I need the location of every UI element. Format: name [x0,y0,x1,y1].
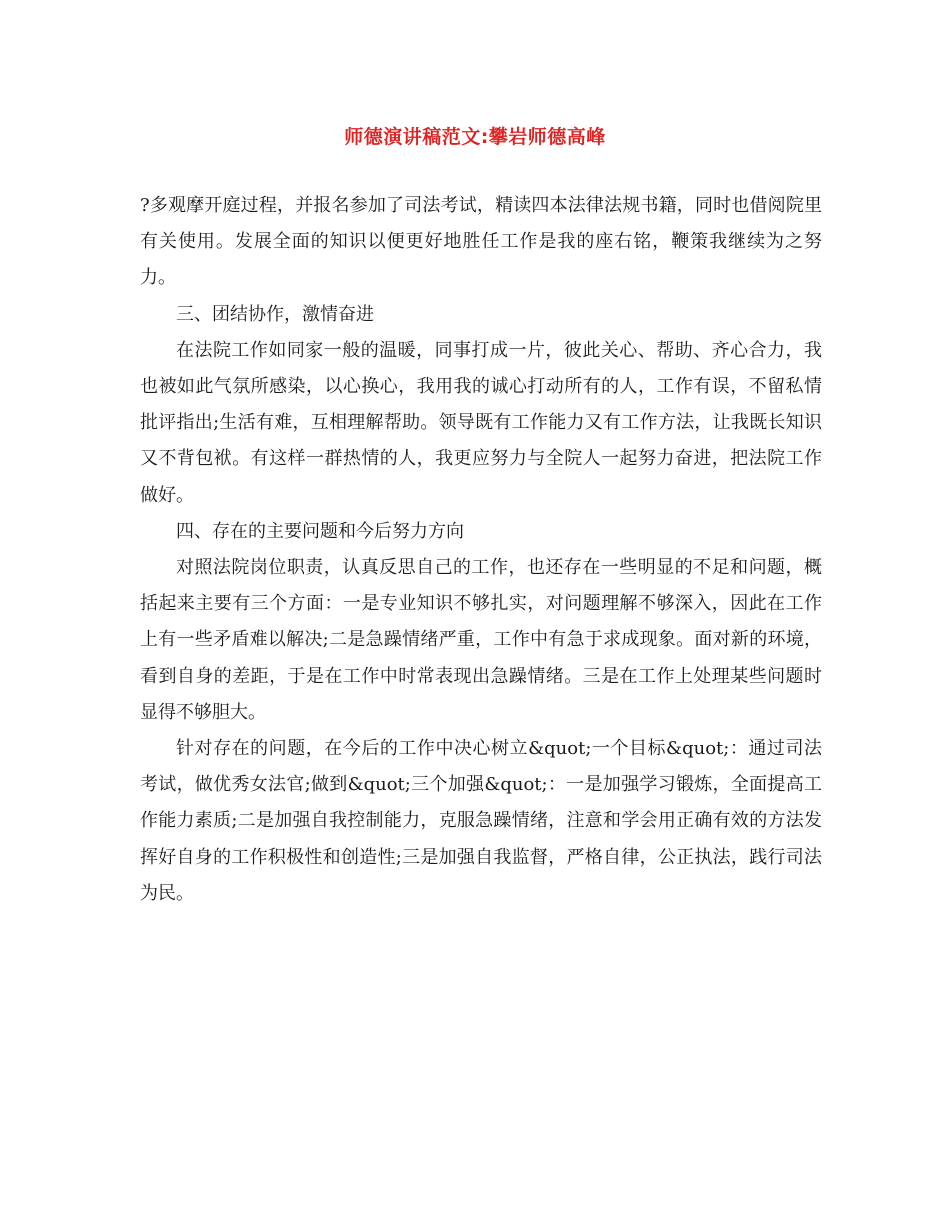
paragraph-goals: 针对存在的问题，在今后的工作中决心树立&quot;一个目标&quot;：通过司法考试，做优秀女法官;做到&quot;三个加强&quot;：一是加强学习锻炼，全面提高工作能力素质;二是加强自我控制能力，克服急躁情绪，注意和学会用正确有效的方法发挥好自身的工作积极性和创造性;三是加强自我监督，严格自律，公正执法，践行司法为民。 [140,738,822,904]
section-heading-problems: 四、存在的主要问题和今后努力方向 [176,520,464,542]
paragraph-continued-study: ?多观摩开庭过程，并报名参加了司法考试，精读四本法律法规书籍，同时也借阅院里有关使用。发展全面的知识以便更好地胜任工作是我的座右铭，鞭策我继续为之努力。 [140,195,822,289]
document-title: 师德演讲稿范文:攀岩师德高峰 [344,126,606,148]
section-heading-teamwork: 三、团结协作，激情奋进 [176,303,374,325]
document-body [140,188,822,912]
paragraph-problems: 对照法院岗位职责，认真反思自己的工作，也还存在一些明显的不足和问题，概括起来主要有三个方面：一是专业知识不够扎实，对问题理解不够深入，因此在工作上有一些矛盾难以解决;二是急躁情绪严重，工作中有急于求成现象。面对新的环境，看到自身的差距，于是在工作中时常表现出急躁情绪。三是在工作上处理某些问题时显得不够胆大。 [140,557,822,723]
paragraph-teamwork: 在法院工作如同家一般的温暖，同事打成一片，彼此关心、帮助、齐心合力，我也被如此气氛所感染，以心换心，我用我的诚心打动所有的人，工作有误，不留私情批评指出;生活有难，互相理解帮助。领导既有工作能力又有工作方法，让我既长知识又不背包袱。有这样一群热情的人，我更应努力与全院人一起努力奋进，把法院工作做好。 [140,339,822,506]
